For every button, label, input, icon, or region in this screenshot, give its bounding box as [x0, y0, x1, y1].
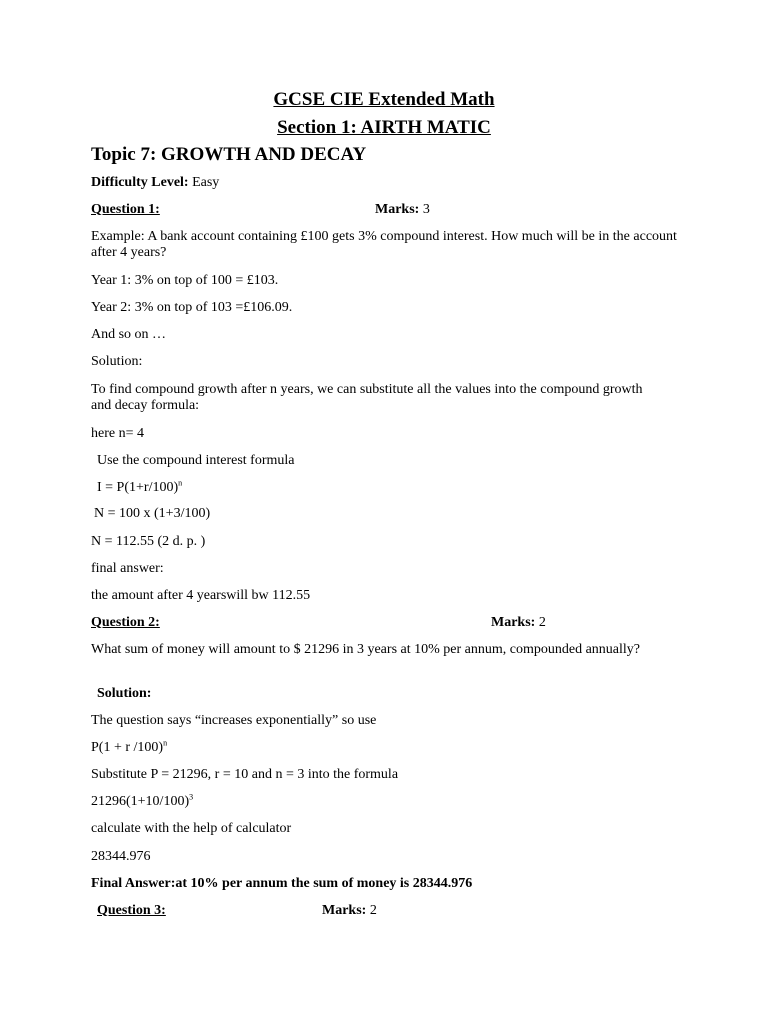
question-2-marks — [491, 615, 546, 631]
question-2-heading: Question 2: — [91, 615, 160, 630]
expression-base: 21296(1+10/100) — [91, 794, 190, 809]
marks-value: 3 — [422, 202, 430, 217]
marks-label: Marks: — [322, 903, 367, 918]
compound-formula — [97, 480, 182, 496]
marks-label: Marks: — [375, 202, 420, 217]
solution-1-label: Solution: — [91, 354, 143, 369]
final-answer-label: final answer: — [91, 561, 164, 576]
final-answer-2: Final Answer:at 10% per annum the sum of money is 28344.976 — [91, 876, 473, 891]
question-2-text: What sum of money will amount to $ 21296 in 3 years at 10% per annum, compounded annually? — [91, 642, 640, 657]
formula-exponent: n — [178, 478, 183, 488]
calculated-value: 28344.976 — [91, 849, 151, 864]
formula-base: P(1 + r /100) — [91, 740, 164, 755]
question-1-heading: Question 1: — [91, 202, 160, 217]
formula-2 — [91, 740, 167, 756]
marks-value: 2 — [369, 903, 377, 918]
document-title: GCSE CIE Extended Math — [273, 89, 495, 110]
substitute-line: Substitute P = 21296, r = 10 and n = 3 into the formula — [91, 767, 399, 782]
marks-label: Marks: — [491, 615, 536, 630]
formula-exponent: n — [163, 738, 168, 748]
question-1-marks — [375, 202, 430, 218]
section-title: Section 1: AIRTH MATIC — [277, 117, 491, 138]
here-n-line: here n= 4 — [91, 426, 144, 441]
difficulty-line — [91, 175, 219, 191]
solution-2-label: Solution: — [97, 686, 152, 701]
expression-exponent: 3 — [189, 792, 194, 802]
question-3-marks — [322, 903, 377, 919]
substituted-expression — [91, 794, 193, 810]
year-2-line: Year 2: 3% on top of 103 =£106.09. — [91, 300, 293, 315]
solution-1-explanation: To find compound growth after n years, we can substitute all the values into the compound growth and decay formula: — [91, 382, 643, 413]
question-3-heading: Question 3: — [97, 903, 166, 918]
calculation-line: N = 100 x (1+3/100) — [94, 506, 211, 521]
and-so-on-line: And so on … — [91, 327, 167, 342]
difficulty-value: Easy — [192, 175, 220, 190]
calculator-line: calculate with the help of calculator — [91, 821, 292, 836]
formula-base: I = P(1+r/100) — [97, 480, 179, 495]
topic-title: Topic 7: GROWTH AND DECAY — [91, 144, 367, 165]
difficulty-label: Difficulty Level: — [91, 175, 189, 190]
final-answer-text: the amount after 4 yearswill bw 112.55 — [91, 588, 311, 603]
year-1-line: Year 1: 3% on top of 100 = £103. — [91, 273, 279, 288]
marks-value: 2 — [538, 615, 546, 630]
result-line: N = 112.55 (2 d. p. ) — [91, 534, 206, 549]
question-says-line: The question says “increases exponentially” so use — [91, 713, 377, 728]
use-formula-line: Use the compound interest formula — [97, 453, 295, 468]
question-1-example: Example: A bank account containing £100 gets 3% compound interest. How much will be in the account after 4 years? — [91, 229, 677, 260]
